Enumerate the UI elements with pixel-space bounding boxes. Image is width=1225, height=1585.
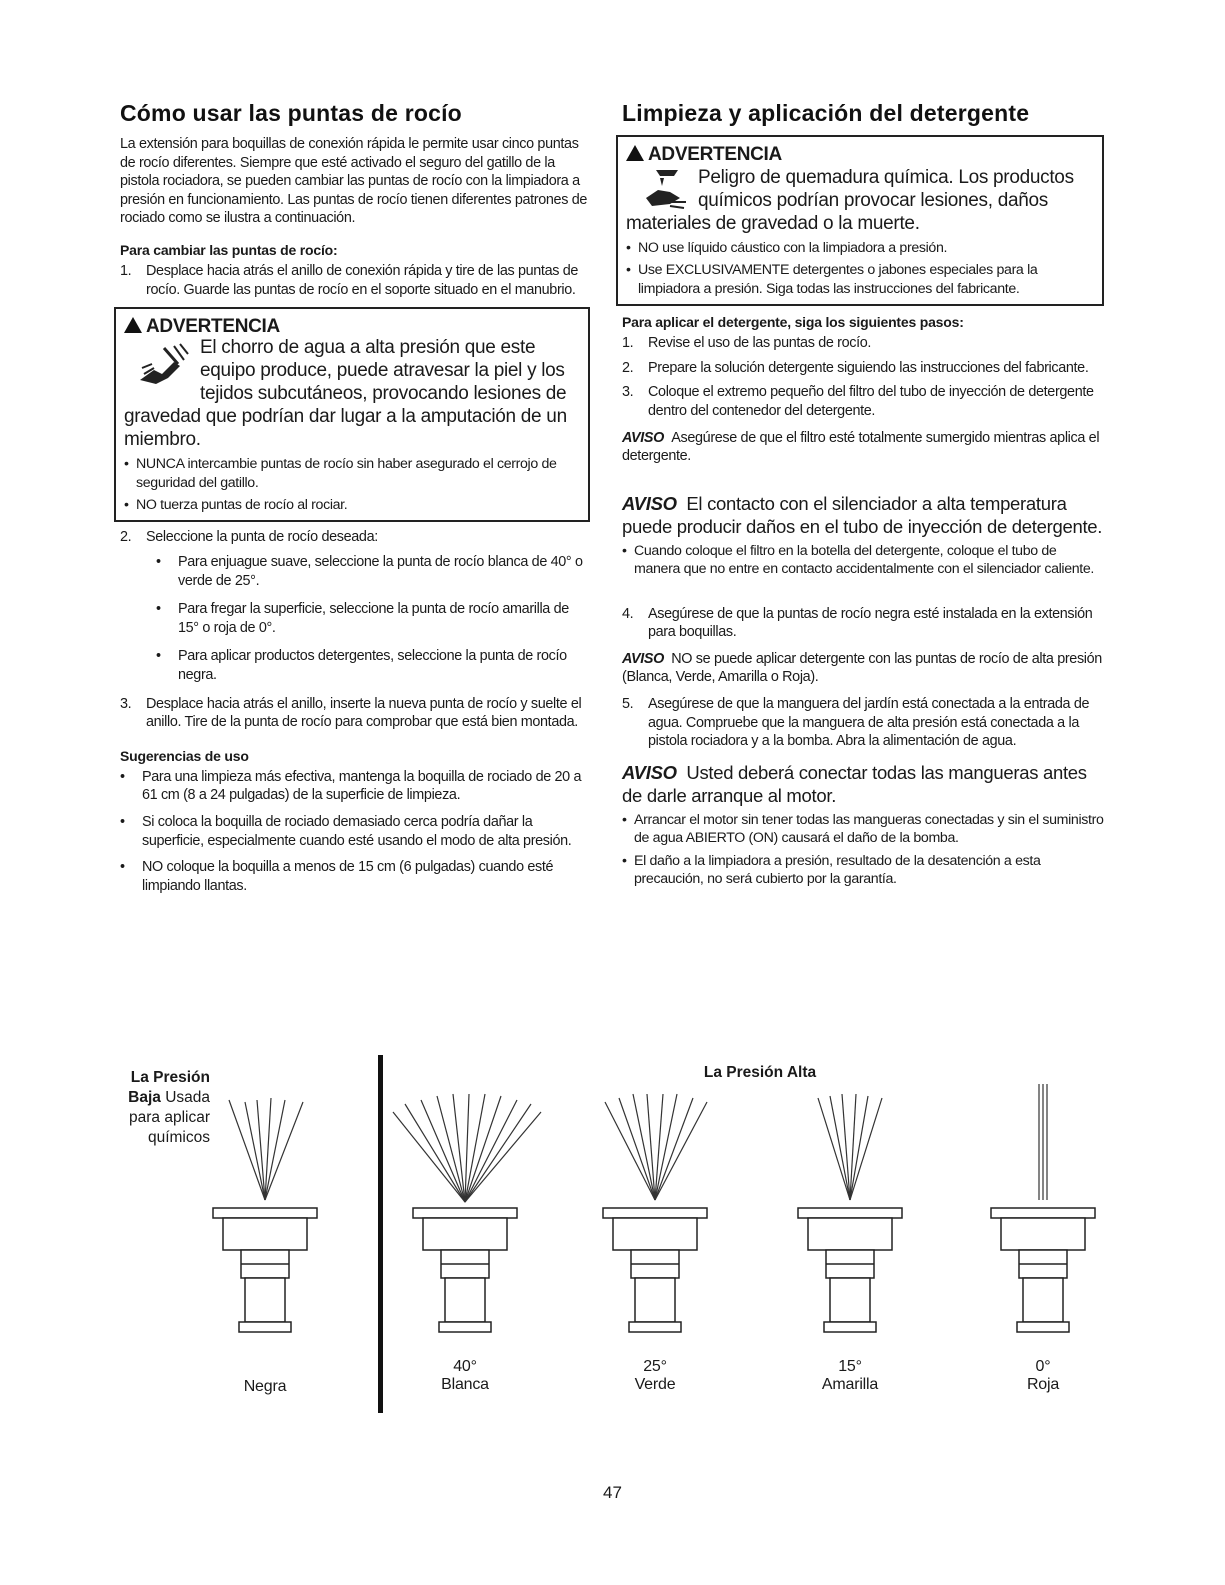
nozzle-body-negra (213, 1208, 317, 1332)
warning-heading: ADVERTENCIA (124, 315, 580, 338)
warning-bullet: • NO use líquido cáustico con la limpiadora a presión. (626, 239, 1094, 257)
tip-item: • Para una limpieza más efectiva, mantenga la boquilla de rociado de 20 a 61 cm (8 a 24 pulgadas) de la superficie de limpieza. (120, 768, 590, 805)
nozzle-verde (605, 1094, 707, 1200)
notice-filter: AVISO Asegúrese de que el filtro esté totalmente sumergido mientras aplica el detergente. (622, 429, 1100, 465)
step-1: 1. Desplace hacia atrás el anillo de conexión rápida y tire de las puntas de rocío. Guarde las puntas de rocío en el soporte situado en el manubrio. (120, 262, 579, 298)
detergent-step: 1. Revise el uso de las puntas de rocío. (622, 335, 872, 352)
change-steps (120, 262, 590, 299)
warning-bullet: • NO tuerza puntas de rocío al rociar. (124, 496, 580, 514)
notice-bullet: • Arrancar el motor sin tener todas las mangueras conectadas y sin el suministro de agua ABIERTO (ON) causará el daño de la bomba. (622, 811, 1104, 848)
detergent-step-5 (622, 695, 1104, 751)
step-4: 4. Asegúrese de que la puntas de rocío negra esté instalada en la extensión para boquillas. (622, 605, 1093, 641)
tip-item: • Si coloca la boquilla de rociado demasiado cerca podría dañar la superficie, especialmente cuando esté usando el modo de alta presión. (120, 813, 590, 850)
tip-choice-item: • Para fregar la superficie, seleccione la punta de rocío amarilla de 15° o roja de 0°. (156, 600, 590, 637)
nozzle-amarilla (818, 1094, 882, 1200)
warning-triangle-icon (626, 145, 644, 161)
insert-steps (120, 695, 590, 732)
nozzle-label-roja: 0° Roja (1026, 1358, 1060, 1393)
nozzle-label-verde: 25° Verde (634, 1358, 676, 1393)
nozzle-body-blanca (413, 1208, 517, 1332)
nozzle-body-roja (991, 1208, 1095, 1332)
detergent-step: 3. Coloque el extremo pequeño del filtro del tubo de inyección de detergente dentro del contenedor del detergente. (622, 384, 1094, 419)
warning-bullet: • Use EXCLUSIVAMENTE detergentes o jabones especiales para la limpiadora a presión. Siga todas las instrucciones del fabricante. (626, 261, 1094, 298)
nozzle-label-negra: Negra (243, 1378, 287, 1395)
step-3: 3. Desplace hacia atrás el anillo, inserte la nueva punta de rocío y suelte el anillo. Tire de la punta de rocío para comprobar que está bien montada. (120, 695, 582, 731)
nozzle-roja (1039, 1084, 1047, 1200)
notice-muffler: AVISO El contacto con el silenciador a alta temperatura puede producir daños en el tubo de inyección de detergente. (622, 492, 1103, 537)
nozzle-negra (229, 1098, 303, 1200)
tips-heading: Sugerencias de uso (120, 747, 249, 764)
notice-bullet: • Cuando coloque el filtro en la botella del detergente, coloque el tubo de manera que no entre en contacto accidentalmente con el silenciador caliente. (622, 542, 1104, 579)
warning-triangle-icon (124, 317, 142, 333)
tip-choice-item: • Para aplicar productos detergentes, seleccione la punta de rocío negra. (156, 647, 590, 684)
warning-box-high-pressure (114, 307, 590, 522)
nozzle-label-blanca: 40° Blanca (441, 1358, 489, 1393)
warning-heading: ADVERTENCIA (626, 143, 1094, 166)
step-5: 5. Asegúrese de que la manguera del jardín está conectada a la entrada de agua. Compruebe que la manguera de alta presión está conectada a la pistola rociadora y a la bomba. Abra la alimentación de agua. (622, 695, 1090, 750)
detergent-step: 2. Prepare la solución detergente siguiendo las instrucciones del fabricante. (622, 359, 1089, 376)
right-column (622, 100, 1104, 888)
warning-box-chemical (616, 135, 1104, 306)
section-title-detergent: Limpieza y aplicación del detergente (622, 100, 1030, 126)
tip-item: • NO coloque la boquilla a menos de 15 cm (6 pulgadas) cuando esté limpiando llantas. (120, 858, 590, 895)
tip-choice-item: • Para enjuague suave, seleccione la punta de rocío blanca de 40° o verde de 25°. (156, 553, 590, 590)
high-pressure-label: La Presión Alta (703, 1064, 817, 1081)
intro-paragraph: La extensión para boquillas de conexión rápida le permite usar cinco puntas de rocío diferentes. Siempre que esté activado el seguro del gatillo de la pistola rociadora, se pueden cambiar las puntas de rocío con la limpiadora a presión en funcionamiento. Las puntas de rocío tienen diferentes patrones de rociado como se ilustra a continuación. (120, 136, 588, 227)
warning-bullets (626, 239, 1094, 298)
nozzle-body-verde (603, 1208, 707, 1332)
change-tips-heading: Para cambiar las puntas de rocío: (120, 241, 338, 258)
tips-list (120, 768, 590, 896)
notice-hoses: AVISO Usted deberá conectar todas las mangueras antes de darle arranque al motor. (622, 761, 1087, 806)
left-column (120, 100, 590, 903)
tip-choice-bullets (156, 553, 590, 685)
detergent-steps (622, 334, 1104, 420)
detergent-steps-heading: Para aplicar el detergente, siga los siguientes pasos: (622, 314, 964, 331)
detergent-step-4 (622, 605, 1104, 642)
warning-bullet: • NUNCA intercambie puntas de rocío sin haber asegurado el cerrojo de seguridad del gatillo. (124, 455, 580, 492)
nozzle-blanca (393, 1094, 541, 1202)
nozzle-label-amarilla: 15° Amarilla (821, 1358, 879, 1393)
select-steps (120, 528, 590, 547)
notice-high-pressure: AVISO NO se puede aplicar detergente con las puntas de rocío de alta presión (Blanca, Verde, Amarilla o Roja). (622, 650, 1102, 686)
warning-bullets (124, 455, 580, 514)
page-number: 47 (603, 1483, 622, 1502)
low-pressure-label: La Presión Baja Usada para aplicar químicos (128, 1069, 210, 1146)
notice-muffler-bullets (622, 542, 1104, 579)
skin-injection-hazard-icon (134, 340, 194, 388)
section-title-spray-tips: Cómo usar las puntas de rocío (120, 100, 462, 126)
warning-text: El chorro de agua a alta presión que este equipo produce, puede atravesar la piel y los tejidos subcutáneos, provocando lesiones de gravedad que podrían dar lugar a la amputación de un miembro. (124, 338, 567, 451)
warning-text: Peligro de quemadura química. Los productos químicos podrían provocar lesiones, daños materiales de gravedad o la muerte. (626, 167, 1074, 234)
notice-bullet: • El daño a la limpiadora a presión, resultado de la desatención a esta precaución, no será cubierto por la garantía. (622, 852, 1104, 889)
nozzle-body-amarilla (798, 1208, 902, 1332)
step-2: 2. Seleccione la punta de rocío deseada: (120, 529, 378, 546)
notice-hoses-bullets (622, 811, 1104, 889)
chemical-burn-icon (640, 168, 692, 210)
